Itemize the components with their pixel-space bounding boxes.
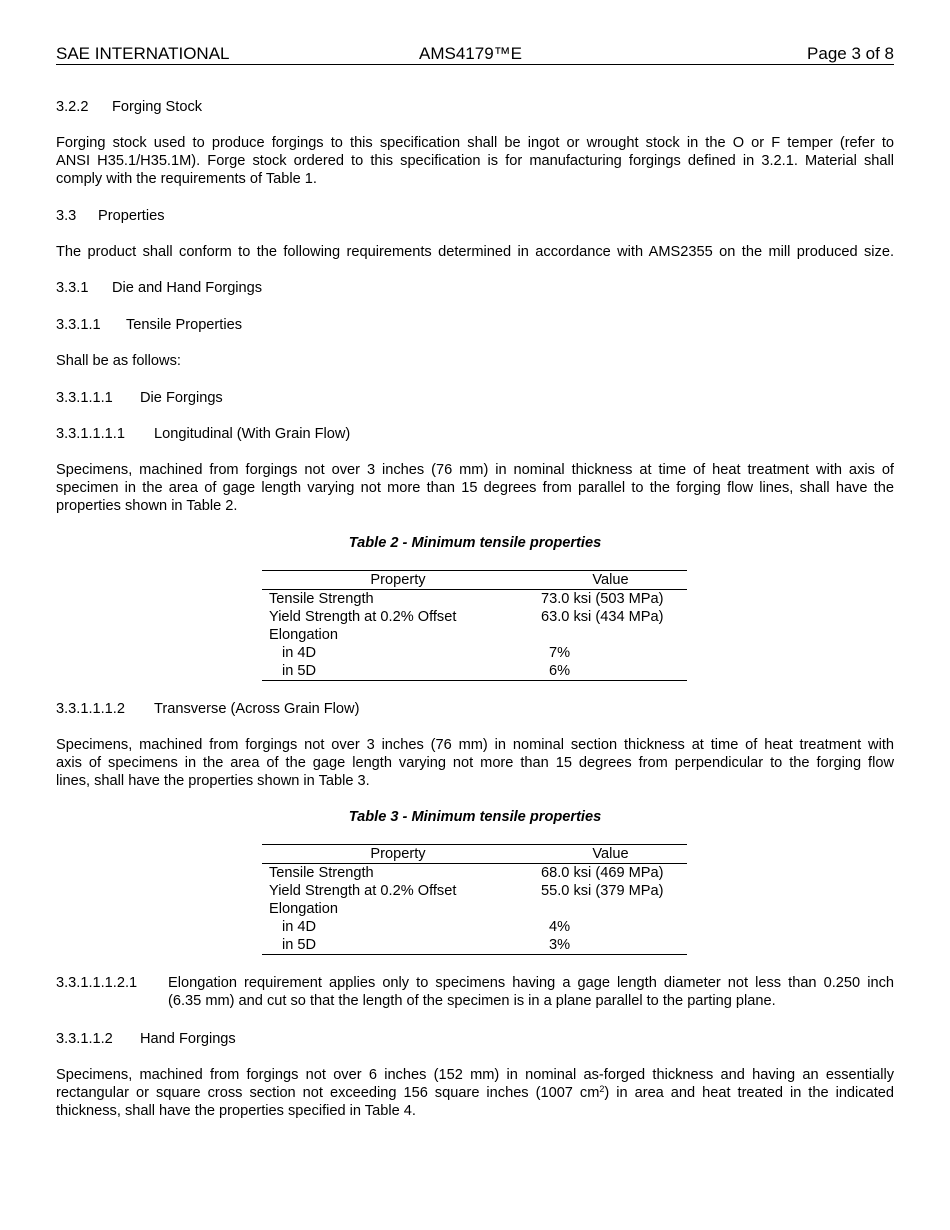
section-title: Forging Stock bbox=[112, 99, 203, 115]
section-title: Die Forgings bbox=[140, 390, 223, 406]
superscript: 2 bbox=[599, 1084, 605, 1094]
paragraph-shall-be bbox=[56, 352, 894, 370]
paragraph-line: Forging stock used to produce forgings to this specification shall be ingot or wrought stock in the O or F temper (refer to bbox=[56, 135, 894, 151]
paragraph-hand-forgings bbox=[56, 1066, 894, 1120]
column-header-value: Value bbox=[592, 846, 629, 862]
table-2-caption: Table 2 - Minimum tensile properties bbox=[348, 535, 602, 551]
paragraph-line: The product shall conform to the following requirements determined in accordance with AMS2355 on the mill produced size. bbox=[56, 244, 894, 260]
value-cell: 63.0 ksi (434 MPa) bbox=[541, 609, 664, 625]
text-segment: ) in area and heat treated in the indicated bbox=[604, 1085, 894, 1101]
paragraph-line bbox=[56, 1084, 894, 1102]
value-cell: 68.0 ksi (469 MPa) bbox=[541, 865, 664, 881]
text-segment: rectangular or square cross section not exceeding 156 square inches (1007 cm bbox=[56, 1085, 600, 1101]
paragraph-line: axis of specimens in the area of the gage length varying not more than 15 degrees from perpendicular to the forging flow bbox=[56, 755, 894, 771]
section-heading-3-3-1-1-1 bbox=[56, 389, 223, 407]
value-cell bbox=[534, 900, 687, 918]
section-heading-3-2-2 bbox=[56, 98, 202, 116]
paragraph-forging-stock bbox=[56, 134, 894, 188]
value-cell: 4% bbox=[549, 919, 571, 935]
section-heading-3-3-1-1 bbox=[56, 316, 242, 334]
section-number: 3.3.1.1.1.2 bbox=[56, 701, 125, 717]
section-heading-3-3-1-1-1-2 bbox=[56, 700, 359, 718]
section-heading-3-3 bbox=[56, 207, 165, 225]
value-cell: 55.0 ksi (379 MPa) bbox=[541, 883, 664, 899]
header-document-id: AMS4179™E bbox=[419, 44, 522, 63]
paragraph-line: properties shown in Table 2. bbox=[56, 498, 238, 514]
section-title: Die and Hand Forgings bbox=[112, 280, 263, 296]
section-title: Transverse (Across Grain Flow) bbox=[154, 701, 360, 717]
value-cell: 7% bbox=[549, 645, 571, 661]
header-organization: SAE INTERNATIONAL bbox=[56, 44, 230, 63]
section-number: 3.3 bbox=[56, 208, 77, 224]
section-title: Properties bbox=[98, 208, 165, 224]
table-header-row bbox=[262, 845, 687, 864]
table-row bbox=[262, 662, 687, 681]
page-header bbox=[56, 44, 894, 65]
table-header-row bbox=[262, 571, 687, 590]
property-cell: Elongation bbox=[269, 627, 338, 643]
table-row bbox=[262, 644, 687, 662]
section-number: 3.3.1.1 bbox=[56, 317, 101, 333]
table-row bbox=[262, 864, 687, 883]
section-title: Hand Forgings bbox=[140, 1031, 236, 1047]
clause-body bbox=[168, 974, 894, 1010]
property-cell: in 5D bbox=[282, 663, 317, 679]
table-2 bbox=[262, 570, 687, 681]
column-header-property: Property bbox=[370, 846, 426, 862]
section-number: 3.3.1.1.1 bbox=[56, 390, 113, 406]
section-title: Tensile Properties bbox=[126, 317, 242, 333]
section-heading-3-3-1 bbox=[56, 279, 262, 297]
section-number: 3.3.1.1.1.2.1 bbox=[56, 975, 138, 991]
property-cell: Yield Strength at 0.2% Offset bbox=[269, 609, 457, 625]
paragraph-line: comply with the requirements of Table 1. bbox=[56, 171, 317, 187]
paragraph-line: Specimens, machined from forgings not over 3 inches (76 mm) in nominal section thickness at time of heat treatment with bbox=[56, 737, 894, 753]
section-heading-3-3-1-1-2 bbox=[56, 1030, 236, 1048]
section-number: 3.3.1 bbox=[56, 280, 89, 296]
paragraph-line: Specimens, machined from forgings not over 6 inches (152 mm) in nominal as-forged thickness and having an essentially bbox=[56, 1067, 894, 1083]
value-cell bbox=[534, 626, 687, 644]
section-number: 3.2.2 bbox=[56, 99, 89, 115]
section-title: Longitudinal (With Grain Flow) bbox=[154, 426, 351, 442]
paragraph-longitudinal bbox=[56, 461, 894, 515]
table-row bbox=[262, 608, 687, 626]
paragraph-properties bbox=[56, 243, 894, 261]
table-row bbox=[262, 936, 687, 955]
paragraph-line: Shall be as follows: bbox=[56, 353, 181, 369]
section-number: 3.3.1.1.2 bbox=[56, 1031, 113, 1047]
value-cell: 3% bbox=[549, 937, 571, 953]
value-cell: 73.0 ksi (503 MPa) bbox=[541, 591, 664, 607]
paragraph-transverse bbox=[56, 736, 894, 790]
paragraph-line: ANSI H35.1/H35.1M). Forge stock ordered to this specification is for manufacturing forgings defined in 3.2.1. Material shall bbox=[56, 153, 894, 169]
table-row bbox=[262, 882, 687, 900]
value-cell: 6% bbox=[549, 663, 571, 679]
paragraph-line: thickness, shall have the properties specified in Table 4. bbox=[56, 1103, 416, 1119]
table-row bbox=[262, 626, 687, 644]
section-number: 3.3.1.1.1.1 bbox=[56, 426, 125, 442]
column-header-property: Property bbox=[370, 572, 426, 588]
table-row bbox=[262, 918, 687, 936]
table-row bbox=[262, 590, 687, 609]
table-3-caption: Table 3 - Minimum tensile properties bbox=[348, 809, 602, 825]
property-cell: in 5D bbox=[282, 937, 317, 953]
property-cell: in 4D bbox=[282, 645, 317, 661]
table-row bbox=[262, 900, 687, 918]
property-cell: Yield Strength at 0.2% Offset bbox=[269, 883, 457, 899]
paragraph-line: lines, shall have the properties shown in Table 3. bbox=[56, 773, 370, 789]
property-cell: in 4D bbox=[282, 919, 317, 935]
header-page-number: Page 3 of 8 bbox=[807, 44, 894, 63]
section-heading-3-3-1-1-1-1 bbox=[56, 425, 350, 443]
paragraph-line: (6.35 mm) and cut so that the length of the specimen is in a plane parallel to the parting plane. bbox=[168, 993, 776, 1009]
paragraph-line: specimen in the area of gage length varying not more than 15 degrees from parallel to the forging flow lines, shall have the bbox=[56, 480, 894, 496]
property-cell: Elongation bbox=[269, 901, 338, 917]
property-cell: Tensile Strength bbox=[269, 865, 374, 881]
paragraph-line: Elongation requirement applies only to specimens having a gage length diameter not less than 0.250 inch bbox=[168, 975, 894, 991]
column-header-value: Value bbox=[592, 572, 629, 588]
property-cell: Tensile Strength bbox=[269, 591, 374, 607]
table-3 bbox=[262, 844, 687, 955]
paragraph-line: Specimens, machined from forgings not over 3 inches (76 mm) in nominal thickness at time of heat treatment with axis of bbox=[56, 462, 894, 478]
